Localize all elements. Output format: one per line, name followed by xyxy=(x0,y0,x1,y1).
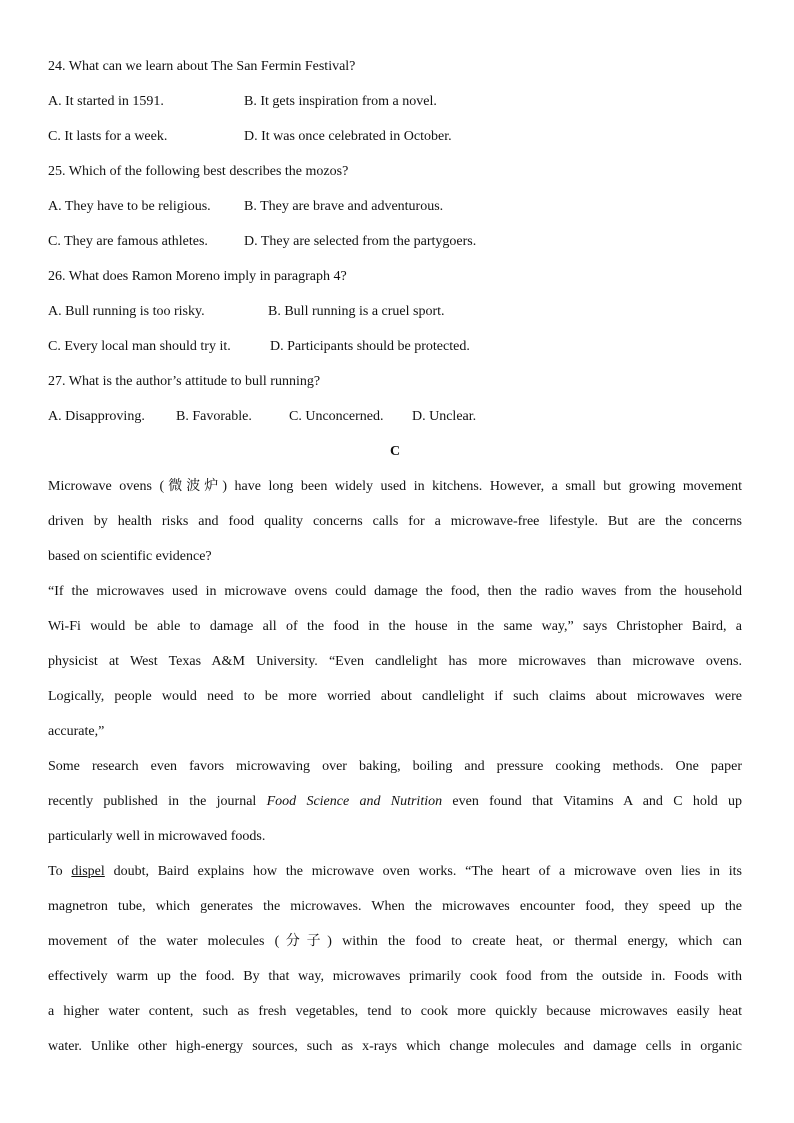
passage-p4-line-2: magnetron tube, which generates the microwaves. When the microwaves encounter food, they speed up the xyxy=(48,899,742,914)
question-24-options-row-1 xyxy=(48,87,742,122)
passage-p1-line-1: Microwave ovens (微波炉) have long been widely used in kitchens. However, a small but growing movement xyxy=(48,479,742,494)
section-heading: C xyxy=(389,444,401,459)
q26-option-d: D. Participants should be protected. xyxy=(270,339,470,354)
q26-option-c: C. Every local man should try it. xyxy=(48,339,231,354)
question-27-options-row xyxy=(48,402,742,437)
q24-option-d: D. It was once celebrated in October. xyxy=(244,129,452,144)
q25-option-d: D. They are selected from the partygoers. xyxy=(244,234,477,249)
question-27-stem: 27. What is the author’s attitude to bull running? xyxy=(48,374,321,389)
question-26-stem: 26. What does Ramon Moreno imply in paragraph 4? xyxy=(48,269,347,284)
passage-p3-line-2 xyxy=(48,787,742,822)
p4-text-rest: doubt, Baird explains how the microwave oven works. “The heart of a microwave oven lies in its xyxy=(113,864,742,879)
q26-option-b: B. Bull running is a cruel sport. xyxy=(268,304,445,319)
document-page xyxy=(48,52,742,1067)
q24-option-b: B. It gets inspiration from a novel. xyxy=(244,94,437,109)
passage-p2-line-5: accurate,” xyxy=(48,724,105,739)
q27-option-a: A. Disapproving. xyxy=(48,409,145,424)
q27-option-b: B. Favorable. xyxy=(176,409,252,424)
question-25-options-row-2 xyxy=(48,227,742,262)
question-26-options-row-1 xyxy=(48,297,742,332)
q25-option-a: A. They have to be religious. xyxy=(48,199,211,214)
passage-p2-line-1: “If the microwaves used in microwave ovens could damage the food, then the radio waves from the household xyxy=(48,584,742,599)
q25-option-b: B. They are brave and adventurous. xyxy=(244,199,444,214)
passage-p4-line-3: movement of the water molecules (分子) within the food to create heat, or thermal energy, which can xyxy=(48,934,742,949)
journal-title: Food Science and Nutrition xyxy=(266,794,443,809)
q26-option-a: A. Bull running is too risky. xyxy=(48,304,205,319)
question-25-options-row-1 xyxy=(48,192,742,227)
passage-p4-line-5: a higher water content, such as fresh vegetables, tend to cook more quickly because microwaves easily heat xyxy=(48,1004,742,1019)
question-25-stem: 25. Which of the following best describes the mozos? xyxy=(48,164,349,179)
passage-p3-line-3: particularly well in microwaved foods. xyxy=(48,829,266,844)
passage-p1-line-2: driven by health risks and food quality concerns calls for a microwave-free lifestyle. But are the concerns xyxy=(48,514,742,529)
question-26-options-row-2 xyxy=(48,332,742,367)
passage-p2-line-4: Logically, people would need to be more worried about candlelight if such claims about microwaves were xyxy=(48,689,742,704)
q27-option-d: D. Unclear. xyxy=(412,409,477,424)
underlined-word-dispel: dispel xyxy=(71,864,105,879)
passage-p2-line-3: physicist at West Texas A&M University. “Even candlelight has more microwaves than microwave ovens. xyxy=(48,654,742,669)
p3-text-before-journal: recently published in the journal xyxy=(48,794,257,809)
passage-p4-line-1 xyxy=(48,857,742,892)
passage-p4-line-4: effectively warm up the food. By that way, microwaves primarily cook food from the outside in. Foods with xyxy=(48,969,742,984)
passage-p4-line-6: water. Unlike other high-energy sources, such as x-rays which change molecules and damage cells in organic xyxy=(48,1039,742,1054)
question-24-stem: 24. What can we learn about The San Fermin Festival? xyxy=(48,59,356,74)
passage-p3-line-1: Some research even favors microwaving over baking, boiling and pressure cooking methods. One paper xyxy=(48,759,742,774)
p3-text-after-journal: even found that Vitamins A and C hold up xyxy=(452,794,742,809)
q25-option-c: C. They are famous athletes. xyxy=(48,234,208,249)
q24-option-c: C. It lasts for a week. xyxy=(48,129,168,144)
passage-p2-line-2: Wi-Fi would be able to damage all of the food in the house in the same way,” says Christopher Baird, a xyxy=(48,619,742,634)
q24-option-a: A. It started in 1591. xyxy=(48,94,164,109)
question-24-options-row-2 xyxy=(48,122,742,157)
p4-text-start: To xyxy=(48,864,63,879)
q27-option-c: C. Unconcerned. xyxy=(289,409,384,424)
passage-p1-line-3: based on scientific evidence? xyxy=(48,549,212,564)
